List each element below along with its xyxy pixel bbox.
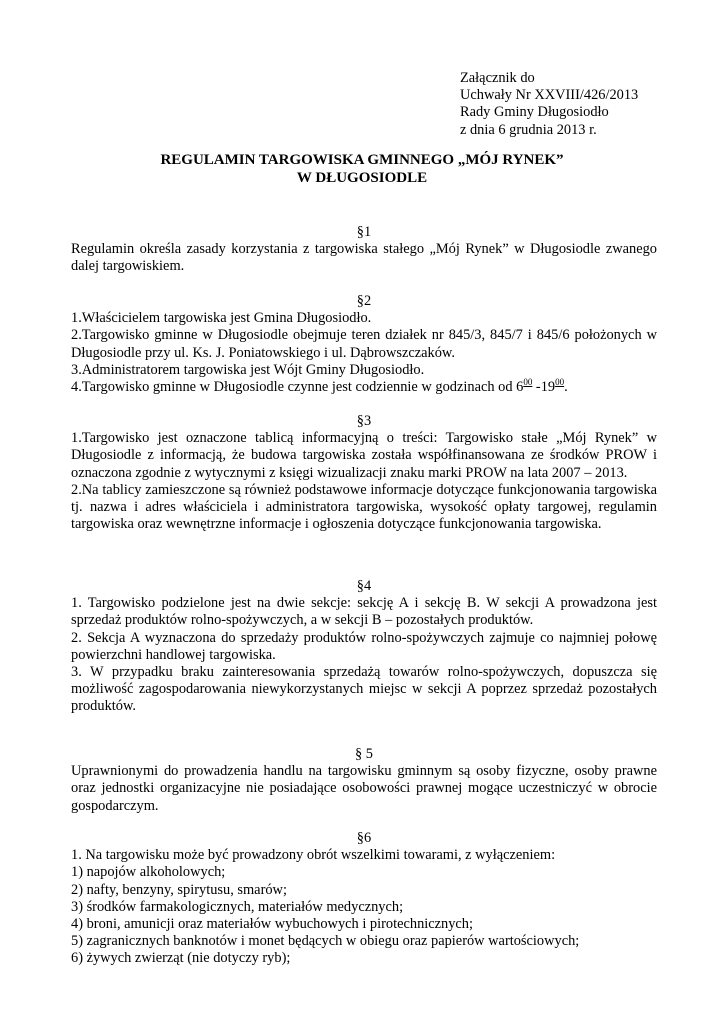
attachment-line: Uchwały Nr XXVIII/426/2013 (460, 87, 639, 104)
section-heading: §4 (356, 578, 372, 594)
attachment-line: z dnia 6 grudnia 2013 r. (460, 121, 597, 138)
list-item: 4) broni, amunicji oraz materiałów wybuchowych i pirotechnicznych; (71, 916, 474, 933)
section-heading: §2 (356, 293, 372, 309)
list-item: 1) napojów alkoholowych; (71, 864, 226, 881)
paragraph: 3.Administratorem targowiska jest Wójt Gminy Długosiodło. (71, 361, 425, 378)
paragraph: 3. W przypadku braku zainteresowania sprzedażą towarów rolno-spożywczych, dopuszcza się możliwość zagospodarowania niewykorzystanych miejsc w sekcji A poprzez sprzedaż pozostałych produktów. (71, 664, 657, 715)
paragraph: 1. Targowisko podzielone jest na dwie sekcje: sekcję A i sekcję B. W sekcji A prowadzona jest sprzedaż produktów rolno-spożywczych, a w sekcji B – pozostałych produktów. (71, 595, 657, 629)
hour-superscript: 00 (555, 377, 565, 388)
section-heading: §3 (356, 413, 372, 429)
document-title (0, 151, 724, 187)
list-item: 2) nafty, benzyny, spirytusu, smarów; (71, 881, 287, 898)
paragraph: 1.Właścicielem targowiska jest Gmina Długosiodło. (71, 310, 372, 327)
section-4 (71, 578, 657, 716)
paragraph-hours: 4.Targowisko gminne w Długosiodle czynne jest codziennie w godzinach od $6^{00}$ $-19^{00}$. (71, 377, 568, 396)
paragraph: 1. Na targowisku może być prowadzony obrót wszelkimi towarami, z wyłączeniem: (71, 847, 556, 864)
attachment-note (460, 70, 700, 139)
paragraph: 2.Na tablicy zamieszczone są również podstawowe informacje dotyczące funkcjonowania targowiska tj. nazwa i adres właściciela i administratora targowiska, wysokość opłaty targowej, regulamin targowiska oraz wewnętrzne informacje i ogłoszenia dotyczące funkcjonowania targowiska. (71, 481, 657, 533)
section-1 (71, 224, 657, 276)
paragraph: 1.Targowisko jest oznaczone tablicą informacyjną o treści: Targowisko stałe „Mój Rynek” w Długosiodle z informacją, że budowa targowiska została współfinansowana ze środków PROW i oznaczona zgodnie z wytycznymi z księgi wizualizacji znaku marki PROW na lata 2007 – 2013. (71, 430, 657, 481)
section-heading: § 5 (355, 746, 373, 762)
list-item: 6) żywych zwierząt (nie dotyczy ryb); (71, 950, 291, 967)
attachment-line: Rady Gminy Długosiodło (460, 104, 609, 121)
list-item: 3) środków farmakologicznych, materiałów medycznych; (71, 898, 404, 915)
attachment-line: Załącznik do (460, 70, 535, 86)
section-3 (71, 413, 657, 533)
section-heading: §1 (356, 224, 372, 240)
section-heading: §6 (356, 830, 372, 846)
list-item: 5) zagranicznych banknotów i monet będących w obiegu oraz papierów wartościowych; (71, 933, 580, 950)
section-6 (71, 830, 657, 968)
title-line: REGULAMIN TARGOWISKA GMINNEGO „MÓJ RYNEK” (160, 152, 564, 168)
section-text: Uprawnionymi do prowadzenia handlu na targowisku gminnym są osoby fizyczne, osoby prawne oraz jednostki organizacyjne nie posiadające osobowości prawnej mogące uczestniczyć w obrocie gospodarczym. (71, 763, 657, 814)
hour-superscript: 00 (523, 377, 533, 388)
section-2 (71, 293, 657, 396)
section-text: Regulamin określa zasady korzystania z targowiska stałego „Mój Rynek” w Długosiodle zwanego dalej targowiskiem. (71, 241, 657, 275)
paragraph: 2.Targowisko gminne w Długosiodle obejmuje teren działek nr 845/3, 845/7 i 845/6 położonych w Długosiodle przy ul. Ks. J. Poniatowskiego i ul. Dąbrowszczaków. (71, 327, 657, 361)
section-5 (71, 746, 657, 815)
paragraph: 2. Sekcja A wyznaczona do sprzedaży produktów rolno-spożywczych zajmuje co najmniej połowę powierzchni handlowej targowiska. (71, 629, 657, 663)
title-line: W DŁUGOSIODLE (296, 170, 428, 186)
